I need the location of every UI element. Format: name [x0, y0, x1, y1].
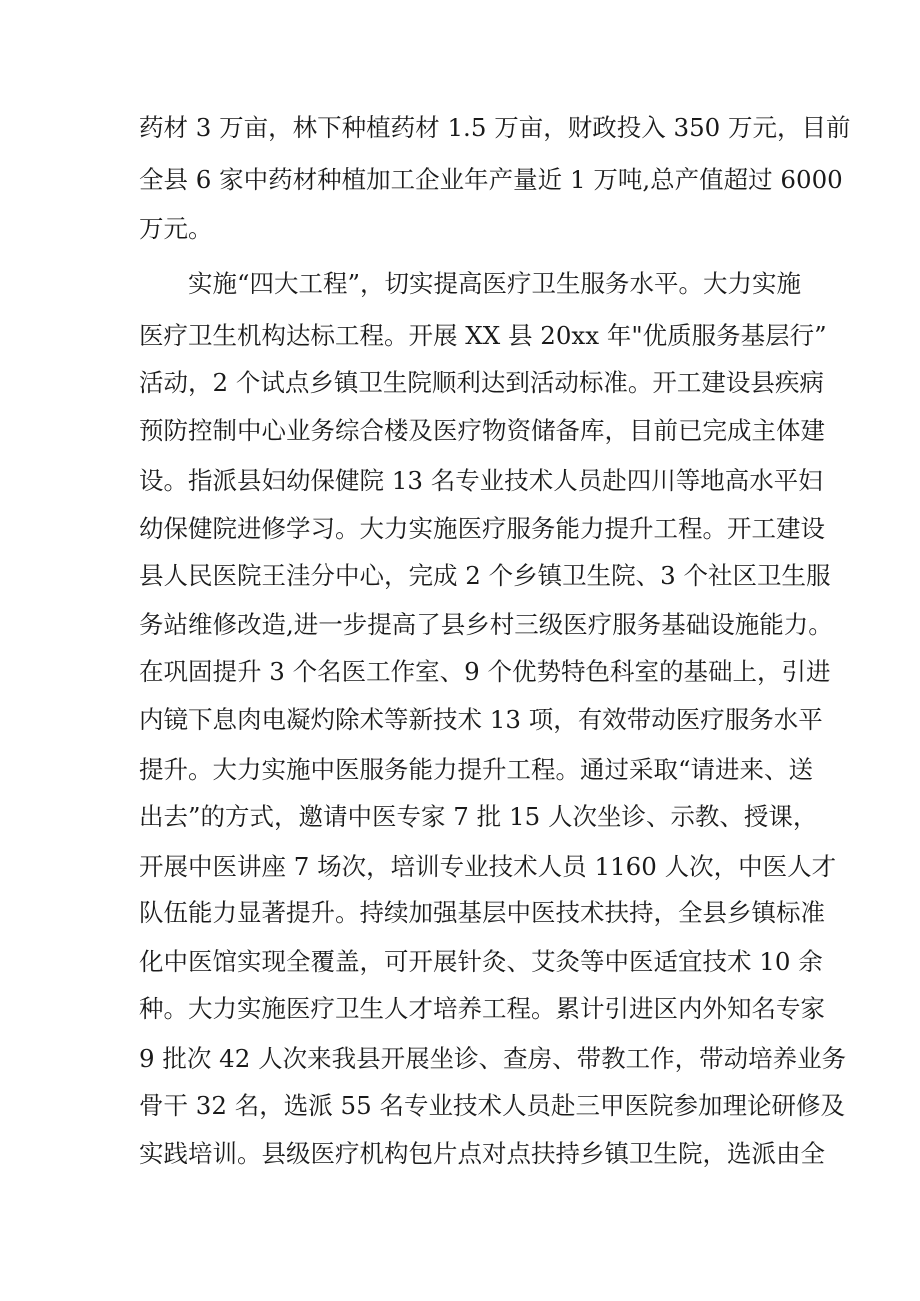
paragraph-2-line-13: 开展中医讲座 7 场次，培训专业技术人员 1160 人次，中医人才	[139, 852, 837, 881]
paragraph-2-line-7: 县人民医院王洼分中心，完成 2 个乡镇卫生院、3 个社区卫生服	[139, 561, 831, 590]
paragraph-2-line-3: 活动，2 个试点乡镇卫生院顺利达到活动标准。开工建设县疾病	[139, 368, 824, 397]
paragraph-2-line-17: 9 批次 42 人次来我县开展坐诊、查房、带教工作，带动培养业务	[139, 1044, 847, 1073]
paragraph-2-line-16: 种。大力实施医疗卫生人才培养工程。累计引进区内外知名专家	[139, 994, 825, 1023]
paragraph-1-line-3: 万元。	[139, 214, 213, 243]
paragraph-2-line-14: 队伍能力显著提升。持续加强基层中医技术扶持，全县乡镇标准	[139, 898, 825, 927]
paragraph-2-line-6: 幼保健院进修学习。大力实施医疗服务能力提升工程。开工建设	[139, 514, 825, 543]
paragraph-2-line-18: 骨干 32 名，选派 55 名专业技术人员赴三甲医院参加理论研修及	[139, 1091, 845, 1120]
paragraph-2-line-5: 设。指派县妇幼保健院 13 名专业技术人员赴四川等地高水平妇	[139, 466, 823, 495]
paragraph-2-line-15: 化中医馆实现全覆盖，可开展针灸、艾灸等中医适宜技术 10 余	[139, 947, 823, 976]
paragraph-2-line-1: 实施“四大工程”，切实提高医疗卫生服务水平。大力实施	[188, 269, 802, 298]
paragraph-2-line-8: 务站维修改造,进一步提高了县乡村三级医疗服务基础设施能力。	[139, 610, 833, 639]
paragraph-2-line-9: 在巩固提升 3 个名医工作室、9 个优势特色科室的基础上，引进	[139, 657, 831, 686]
paragraph-2-line-4: 预防控制中心业务综合楼及医疗物资储备库，目前已完成主体建	[139, 416, 825, 445]
paragraph-1-line-2: 全县 6 家中药材种植加工企业年产量近 1 万吨,总产值超过 6000	[139, 165, 843, 194]
paragraph-2-line-10: 内镜下息肉电凝灼除术等新技术 13 项，有效带动医疗服务水平	[139, 705, 823, 734]
paragraph-2-line-12: 出去”的方式，邀请中医专家 7 批 15 人次坐诊、示教、授课，	[139, 802, 818, 831]
paragraph-2-line-2: 医疗卫生机构达标工程。开展 XX 县 20xx 年"优质服务基层行”	[139, 321, 827, 350]
paragraph-1-line-1: 药材 3 万亩，林下种植药材 1.5 万亩，财政投入 350 万元，目前	[139, 113, 851, 142]
paragraph-2-line-11: 提升。大力实施中医服务能力提升工程。通过采取“请进来、送	[139, 755, 814, 784]
paragraph-2-line-19: 实践培训。县级医疗机构包片点对点扶持乡镇卫生院，选派由全	[139, 1139, 825, 1168]
